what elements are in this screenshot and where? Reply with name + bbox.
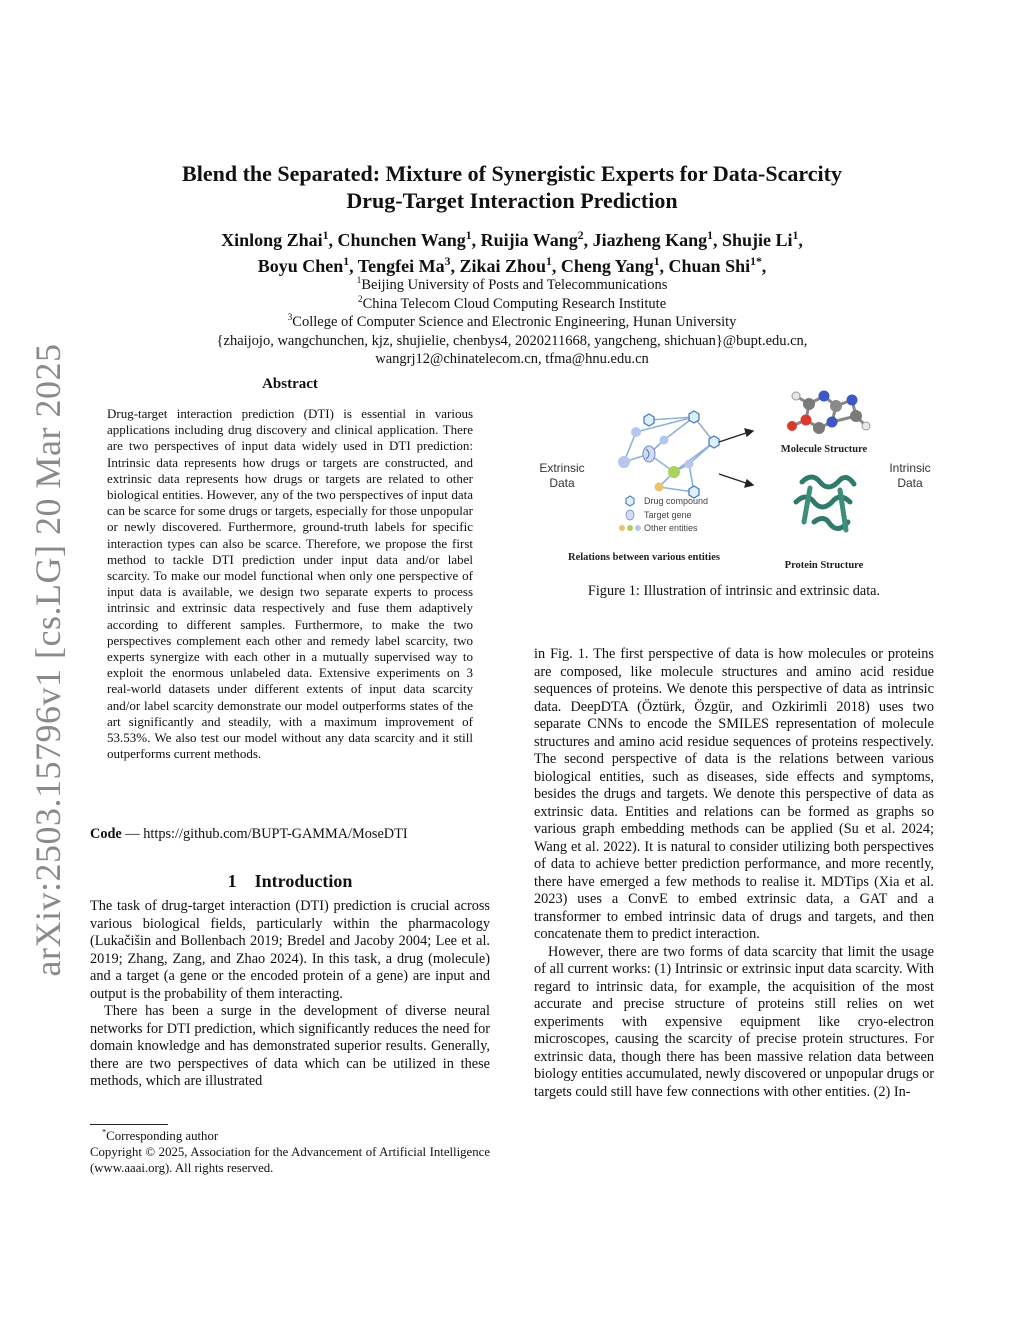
affiliation: $^3$College of Computer Science and Electronic Engineering, Hunan University	[287, 313, 737, 330]
author: Shujie Li$^1$	[722, 229, 799, 250]
intrinsic-label: Intrinsic	[889, 461, 931, 475]
legend	[619, 496, 708, 533]
relations-caption: Relations between various entities	[568, 552, 720, 563]
code-line: Code — https://github.com/BUPT-GAMMA/MoseDTI	[90, 826, 408, 842]
abstract-text: Drug-target interaction prediction (DTI) is essential in various applications including drug discovery and clinical application. There are two perspectives of input data widely used in DTI prediction: Intrinsic data represents how drugs or targets are constructed, and extrinsic data represents how drugs or targets are related to other biological entities. However, any of the two perspectives of input data can be scarce for some drugs or targets, especially for those unpopular or newly discovered. Furthermore, ground-truth labels for specific interaction types can also be scarce. Therefore, we propose the first method to tackle DTI prediction under input data and/or label scarcity. To make our model functional when only one perspective of input data is available, we design two separate experts to process intrinsic and extrinsic data respectively and fuse them adaptively according to different samples. Furthermore, to make the two perspectives complement each other and remedy label scarcity, two experts synergize with each other in a mutually supervised way to exploit the enormous unlabeled data. Extensive experiments on 3 real-world datasets under different extents of input data scarcity and/or label scarcity demonstrate our model outperforms states of the art significantly and steadily, with a maximum improvement of 53.53%. We also test our model without any data scarcity and it still outperforms current methods.	[107, 406, 473, 762]
author: Ruijia Wang$^2$	[480, 229, 584, 250]
author: Jiazheng Kang$^1$	[592, 229, 713, 250]
protein-structure-image	[796, 477, 854, 530]
legend-drug: Drug compound	[644, 496, 709, 506]
arxiv-identifier: arXiv:2503.15796v1 [cs.LG] 20 Mar 2025	[28, 343, 68, 977]
section-heading: 1 Introduction	[227, 871, 353, 891]
figure-caption: Figure 1: Illustration of intrinsic and extrinsic data.	[587, 583, 881, 599]
author: Zikai Zhou$^1$	[459, 255, 552, 276]
paragraph: However, there are two forms of data scarcity that limit the usage of all current works: (1) Intrinsic or extrinsic input data scarcity. With regard to intrinsic data, for example, the acquisition of the most accurate and precise structure of proteins still relies on wet experiments with expensive equipment like cryo-electron microscopes, causing the scarcity of precise protein structures. For extrinsic data, though there has been massive relation data between biology entities accumulated, newly discovered or unpopular drugs or targets could still have few connections with other entities. (2) In-	[534, 943, 934, 1100]
author: Xinlong Zhai$^1$	[221, 229, 329, 250]
code-label: Code	[90, 826, 122, 842]
paper-title	[80, 160, 944, 214]
figure-1	[534, 382, 934, 577]
legend-target: Target gene	[644, 510, 692, 520]
title-line: Blend the Separated: Mixture of Synergistic Experts for Data-Scarcity	[182, 161, 842, 186]
target-gene-icon	[643, 446, 655, 462]
author-line-2: Boyu Chen$^1$, Tengfei Ma$^3$, Zikai Zhou$^1$, Cheng Yang$^1$, Chuan Shi$^{1*}$,	[257, 255, 767, 276]
author: Chunchen Wang$^1$	[337, 229, 472, 250]
email-line: wangrj12@chinatelecom.cn, tfma@hnu.edu.cn	[375, 351, 649, 367]
paragraph: in Fig. 1. The first perspective of data is how molecules or proteins are composed, like molecule structures and amino acid residue sequences of proteins. We denote this perspective of data as intrinsic data. DeepDTA (Öztürk, Özgür, and Ozkirimli 2018) uses two separate CNNs to encode the SMILES representation of molecule structures and amino acid residue sequences of proteins respectively. The second perspective of data is the relations between various biological entities, such as diseases, side effects and symptoms, besides the drugs and targets. We denote this perspective of data as extrinsic data. Entities and relations can be formed as graphs so various graph embedding methods can be applied (Su et al. 2024; Wang et al. 2022). It is natural to consider utilizing both perspectives of data to achieve better prediction performance, and more recently, there have emerged a few methods to realise it. MDTips (Xia et al. 2023) uses a ConvE to embed extrinsic data, a GAT and a transformer to embed intrinsic data of drugs and targets, and then concatenate them to predict interaction.	[534, 646, 934, 942]
footnote: *Corresponding author Copyright © 2025, Association for the Advancement of Artificial Intelligence (www.aaai.org). All rights reserved.	[90, 1127, 490, 1175]
author: Tengfei Ma$^3$	[357, 255, 451, 276]
code-link[interactable]: https://github.com/BUPT-GAMMA/MoseDTI	[143, 826, 408, 842]
affiliations	[80, 276, 944, 369]
email-line: {zhaijojo, wangchunchen, kjz, shujielie, chenbys4, 2020211668, yangcheng, shichuan}@bupt.edu.cn,	[216, 332, 808, 349]
footnote-rule	[90, 1124, 168, 1125]
abstract-heading: Abstract	[262, 376, 318, 392]
author-line-1: Xinlong Zhai$^1$, Chunchen Wang$^1$, Ruijia Wang$^2$, Jiazheng Kang$^1$, Shujie Li$^1$,	[221, 229, 803, 250]
affiliation: $^2$China Telecom Cloud Computing Research Institute	[357, 294, 667, 312]
paragraph: There has been a surge in the development of diverse neural networks for DTI prediction, which significantly reduces the need for domain knowledge and has demonstrated superior results. Generally, there are two perspectives of data which can be utilized in these methods, which are illustrated	[90, 1003, 490, 1089]
footnote-text: Corresponding author	[106, 1129, 219, 1143]
right-column-text	[534, 646, 934, 1101]
protein-caption: Protein Structure	[784, 560, 864, 571]
title-line: Drug-Target Interaction Prediction	[346, 188, 678, 213]
paragraph: The task of drug-target interaction (DTI) prediction is crucial across various biological fields, particularly within the pharmacology (Lukačišin and Bollenbach 2019; Bredel and Jacoby 2004; Lee et al. 2019; Zhang, Zang, and Zhao 2024). In this task, a drug (molecule) and a target (a gene or the encoded protein of a gene) are input and output is the probability of them interacting.	[90, 898, 490, 1002]
extrinsic-label: Extrinsic	[539, 461, 585, 475]
copyright-text: Copyright © 2025, Association for the Advancement of Artificial Intelligence (www.aaai.org). All rights reserved.	[90, 1145, 490, 1175]
molecule-structure-image	[787, 391, 870, 435]
molecule-caption: Molecule Structure	[780, 444, 868, 455]
author: Boyu Chen$^1$	[257, 255, 350, 276]
legend-other: Other entities	[644, 523, 698, 533]
figure-illustration	[534, 382, 934, 577]
intrinsic-label: Data	[897, 476, 923, 490]
extrinsic-label: Data	[549, 476, 575, 490]
intro-text	[90, 898, 490, 1091]
author: Chuan Shi$^{1*}$	[668, 255, 762, 276]
author: Cheng Yang$^1$	[560, 255, 660, 276]
author-list	[80, 227, 944, 279]
arrows	[719, 429, 753, 487]
affiliation: $^1$Beijing University of Posts and Telecommunications	[356, 276, 668, 293]
